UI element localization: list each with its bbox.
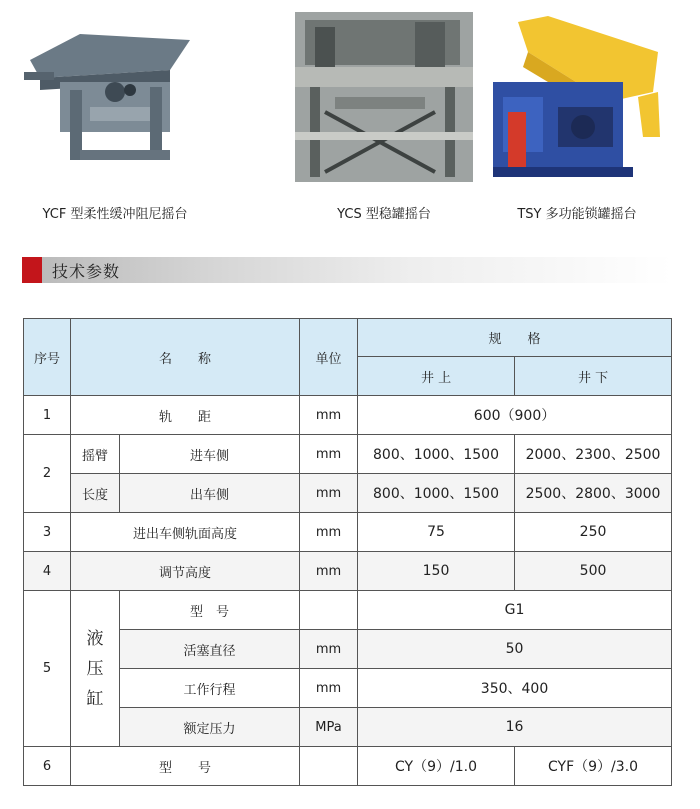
row1-unit: mm: [300, 396, 358, 435]
row3-below: 250: [515, 513, 672, 552]
row5-piston-value: 50: [358, 630, 672, 669]
header-no: 序号: [24, 319, 71, 396]
row1-name: 轨 距: [71, 396, 300, 435]
row4-above: 150: [358, 552, 515, 591]
ycf-machine-photo: [20, 12, 198, 182]
row6-below: CYF（9）/3.0: [515, 747, 672, 786]
table-row: [24, 591, 672, 630]
tsy-machine-photo: [488, 12, 666, 182]
row5-model-value: G1: [358, 591, 672, 630]
row1-no: 1: [24, 396, 71, 435]
row5-stroke-label: 工作行程: [120, 669, 300, 708]
ycs-machine-photo: [295, 12, 473, 182]
table-row: [24, 630, 672, 669]
row5-stroke-unit: mm: [300, 669, 358, 708]
row5-group-char: 压: [86, 658, 104, 679]
row5-group-char: 液: [86, 628, 104, 649]
row6-above: CY（9）/1.0: [358, 747, 515, 786]
row2-out-label: 出车侧: [120, 474, 300, 513]
row5-pressure-value: 16: [358, 708, 672, 747]
ycs-caption: YCS 型稳罐摇台: [337, 207, 431, 222]
table-row: [24, 513, 672, 552]
row5-group: [71, 591, 120, 747]
row2-out-unit: mm: [300, 474, 358, 513]
row3-unit: mm: [300, 513, 358, 552]
row3-name: 进出车侧轨面高度: [71, 513, 300, 552]
row2-group-bottom: 长度: [71, 474, 120, 513]
row3-no: 3: [24, 513, 71, 552]
row5-stroke-value: 350、400: [358, 669, 672, 708]
row6-name: 型 号: [71, 747, 300, 786]
header-above: 井 上: [358, 357, 515, 396]
row5-piston-label: 活塞直径: [120, 630, 300, 669]
table-header-row: [24, 319, 672, 357]
table-row: [24, 708, 672, 747]
table-row: [24, 552, 672, 591]
table-row: [24, 747, 672, 786]
spec-table: [23, 318, 672, 786]
row5-no: 5: [24, 591, 71, 747]
row5-group-char: 缸: [86, 688, 104, 709]
row2-in-unit: mm: [300, 435, 358, 474]
row4-below: 500: [515, 552, 672, 591]
table-row: [24, 474, 672, 513]
row5-pressure-label: 额定压力: [120, 708, 300, 747]
row5-piston-unit: mm: [300, 630, 358, 669]
row1-value: 600（900）: [358, 396, 672, 435]
ycf-caption: YCF 型柔性缓冲阻尼摇台: [42, 207, 188, 222]
tsy-machine-illustration: [488, 12, 666, 182]
table-row: [24, 396, 672, 435]
row2-in-below: 2000、2300、2500: [515, 435, 672, 474]
section-accent-mark: [22, 257, 42, 283]
ycf-machine-illustration: [20, 12, 198, 182]
row5-model-unit: [300, 591, 358, 630]
row3-above: 75: [358, 513, 515, 552]
header-name: 名 称: [71, 319, 300, 396]
row6-no: 6: [24, 747, 71, 786]
row4-unit: mm: [300, 552, 358, 591]
tsy-caption: TSY 多功能锁罐摇台: [517, 207, 637, 222]
section-header: [22, 257, 672, 283]
row5-model-label: 型 号: [120, 591, 300, 630]
row2-in-above: 800、1000、1500: [358, 435, 515, 474]
row5-pressure-unit: MPa: [300, 708, 358, 747]
row2-group-top: 摇臂: [71, 435, 120, 474]
header-unit: 单位: [300, 319, 358, 396]
table-row: [24, 435, 672, 474]
row2-no: 2: [24, 435, 71, 513]
section-title: 技术参数: [52, 262, 121, 281]
row6-unit: [300, 747, 358, 786]
header-below: 井 下: [515, 357, 672, 396]
header-spec: 规 格: [358, 319, 672, 357]
row2-in-label: 进车侧: [120, 435, 300, 474]
row4-name: 调节高度: [71, 552, 300, 591]
ycs-machine-illustration: [295, 12, 473, 182]
row2-out-above: 800、1000、1500: [358, 474, 515, 513]
row4-no: 4: [24, 552, 71, 591]
table-row: [24, 669, 672, 708]
row2-out-below: 2500、2800、3000: [515, 474, 672, 513]
